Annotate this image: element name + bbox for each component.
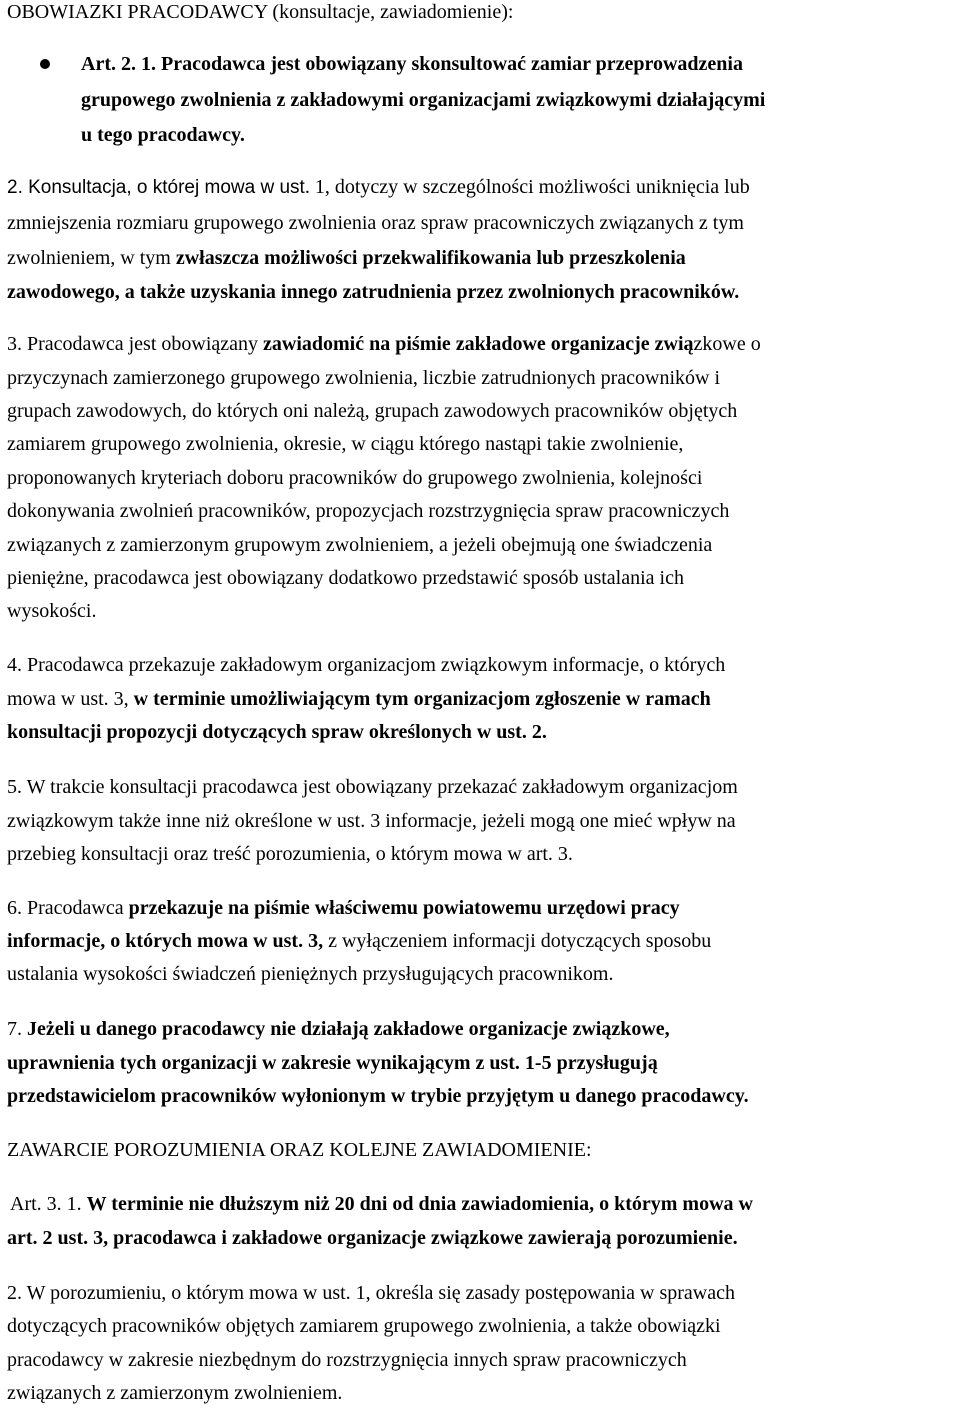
art2-3-text-1a: 3. Pracodawca jest obowiązany	[7, 333, 264, 355]
art2-3-line-1	[7, 332, 761, 356]
art2-6-line-2	[7, 929, 711, 953]
art2-6-text-2b: z wyłączeniem informacji dotyczących sposobu	[323, 930, 712, 952]
art2-4-text-2a: mowa w ust. 3,	[7, 688, 134, 710]
art2-3-line-5: proponowanych kryteriach doboru pracowników do grupowego zwolnienia, kolejności	[7, 467, 703, 489]
art3-1-line-2	[7, 1226, 738, 1250]
section-heading-zawarcie: ZAWARCIE POROZUMIENIA ORAZ KOLEJNE ZAWIADOMIENIE:	[7, 1139, 592, 1161]
art2-2-line-3	[7, 246, 686, 270]
art2-6-text-1b: przekazuje na piśmie właściwemu powiatowemu urzędowi pracy	[128, 897, 680, 919]
art2-4-line-1: 4. Pracodawca przekazuje zakładowym organizacjom związkowym informacje, o których	[7, 654, 726, 676]
art2-4-text-3: konsultacji propozycji dotyczących spraw określonych w ust. 2.	[7, 721, 547, 743]
art2-3-line-4: zamiarem grupowego zwolnienia, okresie, w ciągu którego nastąpi takie zwolnienie,	[7, 433, 684, 455]
art2-3-text-1b: zawiadomić na piśmie zakładowe organizacje zwią	[263, 333, 694, 355]
section-heading-obowiazki: OBOWIAZKI PRACODAWCY (konsultacje, zawiadomienie):	[7, 1, 514, 23]
art2-3-line-9: wysokości.	[7, 600, 97, 622]
art2-3-text-1c: zkowe o	[693, 333, 761, 355]
art2-7-text-3: przedstawicielom pracowników wyłonionym w trybie przyjętym u danego pracodawcy.	[7, 1085, 749, 1107]
art2-4-line-2	[7, 687, 711, 711]
art2-1-text-3: u tego pracodawcy.	[81, 124, 245, 146]
art2-3-line-8: pieniężne, pracodawca jest obowiązany dodatkowo przedstawić sposób ustalania ich	[7, 567, 684, 589]
art2-2-text-1a: 2. Konsultacja, o której mowa w ust	[7, 177, 305, 198]
art2-4-line-3	[7, 720, 547, 744]
art2-2-line-2: zmniejszenia rozmiaru grupowego zwolnienia oraz spraw pracowniczych związanych z tym	[7, 212, 744, 234]
art2-7-line-2	[7, 1051, 658, 1075]
art2-7-line-1	[7, 1017, 670, 1041]
art3-1-text-1a: Art. 3. 1.	[10, 1193, 87, 1215]
art2-6-text-2a: informacje, o których mowa w ust. 3,	[7, 930, 324, 952]
art3-1-line-1	[10, 1192, 753, 1216]
art3-2-line-2: dotyczących pracowników objętych zamiarem grupowego zwolnienia, a także obowiązki	[7, 1315, 721, 1337]
art3-2-line-3: pracodawcy w zakresie niezbędnym do rozstrzygnięcia innych spraw pracowniczych	[7, 1349, 687, 1371]
art3-2-line-1: 2. W porozumieniu, o którym mowa w ust. 1, określa się zasady postępowania w sprawach	[7, 1282, 735, 1304]
art2-5-line-1: 5. W trakcie konsultacji pracodawca jest obowiązany przekazać zakładowym organizacjom	[7, 776, 738, 798]
art2-2-line-1	[7, 175, 750, 200]
art2-6-line-1	[7, 896, 680, 920]
art2-5-line-3: przebieg konsultacji oraz treść porozumienia, o którym mowa w art. 3.	[7, 843, 573, 865]
art3-2-line-4: związanych z zamierzonym zwolnieniem.	[7, 1382, 343, 1404]
art2-3-line-2: przyczynach zamierzonego grupowego zwolnienia, liczbie zatrudnionych pracowników i	[7, 367, 721, 389]
art2-2-text-4: zawodowego, a także uzyskania innego zatrudnienia przez zwolnionych pracowników.	[7, 281, 740, 303]
art2-6-text-1a: 6. Pracodawca	[7, 897, 129, 919]
art2-1-text-2: grupowego zwolnienia z zakładowymi organizacjami związkowymi działającymi	[81, 89, 766, 111]
art2-7-text-1a: 7.	[7, 1018, 27, 1040]
bullet-icon	[40, 59, 50, 69]
art2-3-line-6: dokonywania zwolnień pracowników, propozycjach rozstrzygnięcia spraw pracowniczych	[7, 500, 730, 522]
art2-1-line-3	[81, 123, 245, 147]
art2-7-line-3	[7, 1084, 749, 1108]
art2-3-line-7: związanych z zamierzonym grupowym zwolnieniem, a jeżeli obejmują one świadczenia	[7, 534, 713, 556]
art2-2-text-1b: . 1, dotyczy w szczególności możliwości uniknięcia lub	[304, 176, 750, 198]
art2-7-text-2: uprawnienia tych organizacji w zakresie wynikającym z ust. 1-5 przysługują	[7, 1052, 658, 1074]
art3-1-text-1b: W terminie nie dłuższym niż 20 dni od dnia zawiadomienia, o którym mowa w	[86, 1193, 753, 1215]
art2-1-line-2	[81, 88, 765, 112]
art3-1-text-2: art. 2 ust. 3, pracodawca i zakładowe organizacje związkowe zawierają porozumienie.	[7, 1227, 738, 1249]
art2-4-text-2b: w terminie umożliwiającym tym organizacjom zgłoszenie w ramach	[133, 688, 711, 710]
art2-6-line-3: ustalania wysokości świadczeń pieniężnych przysługujących pracownikom.	[7, 963, 614, 985]
art2-2-line-4	[7, 280, 739, 304]
art2-2-text-3b: zwłaszcza możliwości przekwalifikowania lub przeszkolenia	[175, 247, 686, 269]
art2-3-line-3: grupach zawodowych, do których oni należą, grupach zawodowych pracowników objętych	[7, 400, 738, 422]
art2-7-text-1b: Jeżeli u danego pracodawcy nie działają zakładowe organizacje związkowe,	[27, 1018, 670, 1040]
art2-2-text-3a: zwolnieniem, w tym	[7, 247, 176, 269]
art2-1-text-1: Art. 2. 1. Pracodawca jest obowiązany skonsultować zamiar przeprowadzenia	[81, 53, 743, 75]
art2-1-line-1	[81, 52, 743, 76]
art2-5-line-2: związkowym także inne niż określone w ust. 3 informacje, jeżeli mogą one mieć wpływ na	[7, 810, 736, 832]
